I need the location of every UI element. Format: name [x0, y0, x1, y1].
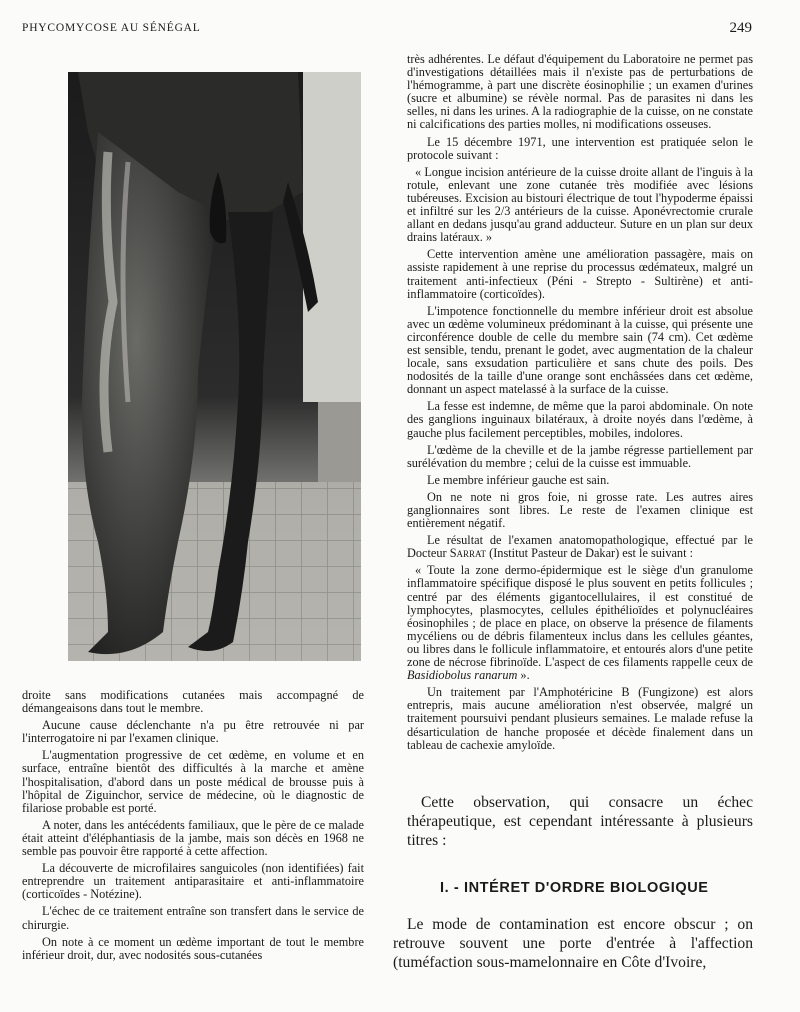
section-heading: I. - INTÉRET D'ORDRE BIOLOGIQUE: [440, 880, 709, 896]
paragraph: Aucune cause déclenchante n'a pu être retrouvée ni par l'interrogatoire ni par l'examen clinique.: [22, 718, 364, 746]
paragraph: Cette intervention amène une amélioration passagère, mais on assiste rapidement à une reprise du processus œdémateux, malgré un traitement anti-infectieux (Péni - Strepto - Sultirène) et anti-inflammatoire (corticoïdes).: [407, 247, 753, 301]
text-run: « Toute la zone dermo-épidermique est le siège d'un granulome inflammatoire spécifique disposé le plus souvent en petits follicules ; centré par des éléments gigantocellulaires, il est constitué de lymphocytes, plasmocytes, cellules épithélioïdes et polynucléaires éosinophiles ; de place en place, on observe la présence de filaments mycéliens ou de débris filamenteux inclus dans les cellules géantes, ou libres dans le follicule inflammatoire, et entourés alors d'une petite zone de nécrose fibrinoïde. L'aspect de ces filaments rappelle ceux de: [407, 563, 753, 670]
conclusion-paragraph: [407, 793, 753, 850]
paragraph: La découverte de microfilaires sanguicoles (non identifiées) fait entreprendre un traitement antiparasitaire et anti-inflammatoire (corticoïdes - Notézine).: [22, 861, 364, 902]
paragraph: On note à ce moment un œdème important de tout le membre inférieur droit, dur, avec nodosités sous-cutanées: [22, 934, 364, 962]
paragraph: L'œdème de la cheville et de la jambe régresse partiellement par surélévation du membre ; celui de la cuisse est immuable.: [407, 442, 753, 470]
paragraph: A noter, dans les antécédents familiaux, que le père de ce malade était atteint d'éléphantiasis de la jambe, mais son décès en 1968 ne semble pas pouvoir être rapporté à cette affection.: [22, 817, 364, 859]
paragraph: droite sans modifications cutanées mais accompagné de démangeaisons dans tout le membre.: [22, 688, 364, 716]
text-run: Le résultat de l'examen anatomopathologique, effectué par le Docteur: [407, 533, 753, 561]
paragraph: L'impotence fonctionnelle du membre inférieur droit est absolue avec un œdème volumineux prédominant à la cuisse, qui présente une circonférence double de celle du membre sain (74 cm). Cet œdème est sensible, tendu, prenant le godet, avec augmentation de la chaleur locale, sans exsudation particulière et sans chute des poils. Des nodosités de la taille d'une orange sont enchâssées dans cet œdème, donnant un aspect matelassé à la surface de la cuisse.: [407, 303, 753, 397]
paragraph: Le 15 décembre 1971, une intervention est pratiquée selon le protocole suivant :: [407, 134, 753, 162]
paragraph: Le mode de contamination est encore obscur ; on retrouve souvent une porte d'entrée à l'affection (tuméfaction sous-mamelonnaire en Côte d'Ivoire,: [393, 916, 753, 971]
paragraph: L'échec de ce traitement entraîne son transfert dans le service de chirurgie.: [22, 904, 364, 932]
right-column: [407, 53, 753, 752]
paragraph: Le membre inférieur gauche est sain.: [427, 472, 610, 487]
text-run: (Institut Pasteur de Dakar) est le suivant :: [486, 546, 693, 561]
photo-patient-legs-icon: [68, 72, 361, 661]
pathology-quote: [407, 564, 753, 682]
paragraph: On ne note ni gros foie, ni grosse rate. Les autres aires ganglionnaires sont libres. Le reste de l'examen clinique est entièrement négatif.: [407, 489, 753, 531]
paragraph: L'augmentation progressive de cet œdème, en volume et en surface, entraîne bientôt des difficultés à la marche et amène l'hospitalisation, d'abord dans un poste médical de brousse puis à l'hôpital de Ziguinchor, service de médecine, où le diagnostic de filariose probable est porté.: [22, 748, 364, 815]
left-column: [22, 689, 364, 962]
page-number: 249: [729, 20, 752, 36]
paragraph: [407, 534, 753, 560]
paragraph: Cette observation, qui consacre un échec thérapeutique, est cependant intéressante à plusieurs titres :: [407, 794, 753, 849]
section-body: [393, 915, 753, 972]
text-run: ».: [517, 668, 530, 683]
clinical-photo: [68, 72, 361, 661]
paragraph: La fesse est indemne, de même que la paroi abdominale. On note des ganglions inguinaux bilatéraux, à droite noyés dans l'œdème, à gauche plus facilement perceptibles, mobiles, indolores.: [407, 399, 753, 440]
surgical-protocol-quote: « Longue incision antérieure de la cuisse droite allant de l'inguis à la rotule, enlevant une zone cutanée très modifiée avec lésions tubéreuses. Excision au bistouri électrique de tout l'hypoderme épaissi et infiltré sur les 2/3 antérieurs de la cuisse. Aponévrectomie crurale allant en dedans jusqu'au grand adducteur. Suture en un plan sur deux drains latéraux. »: [407, 164, 753, 245]
author-name: Sarrat: [449, 546, 487, 561]
running-head: PHYCOMYCOSE AU SÉNÉGAL: [22, 22, 201, 34]
paragraph: très adhérentes. Le défaut d'équipement du Laboratoire ne permet pas d'investigations détaillées mais il n'existe pas de perturbations de l'hémogramme, à part une discrète éosinophilie ; un examen d'urines (sucre et albumine) se révèle normal. Pas de parasites ni dans les selles, ni dans les urines. A la radiographie de la cuisse, on ne constate ni calcifications des parties molles, ni modifications osseuses.: [407, 52, 753, 132]
species-name: Basidiobolus ranarum: [407, 668, 518, 683]
paragraph: Un traitement par l'Amphotéricine B (Fungizone) est alors entrepris, mais aucune amélioration n'est observée, malgré un traitement poursuivi pendant plusieurs semaines. Le malade refuse la désarticulation de hanche proposée et décède finalement dans un tableau de cachexie amyloïde.: [407, 685, 753, 752]
